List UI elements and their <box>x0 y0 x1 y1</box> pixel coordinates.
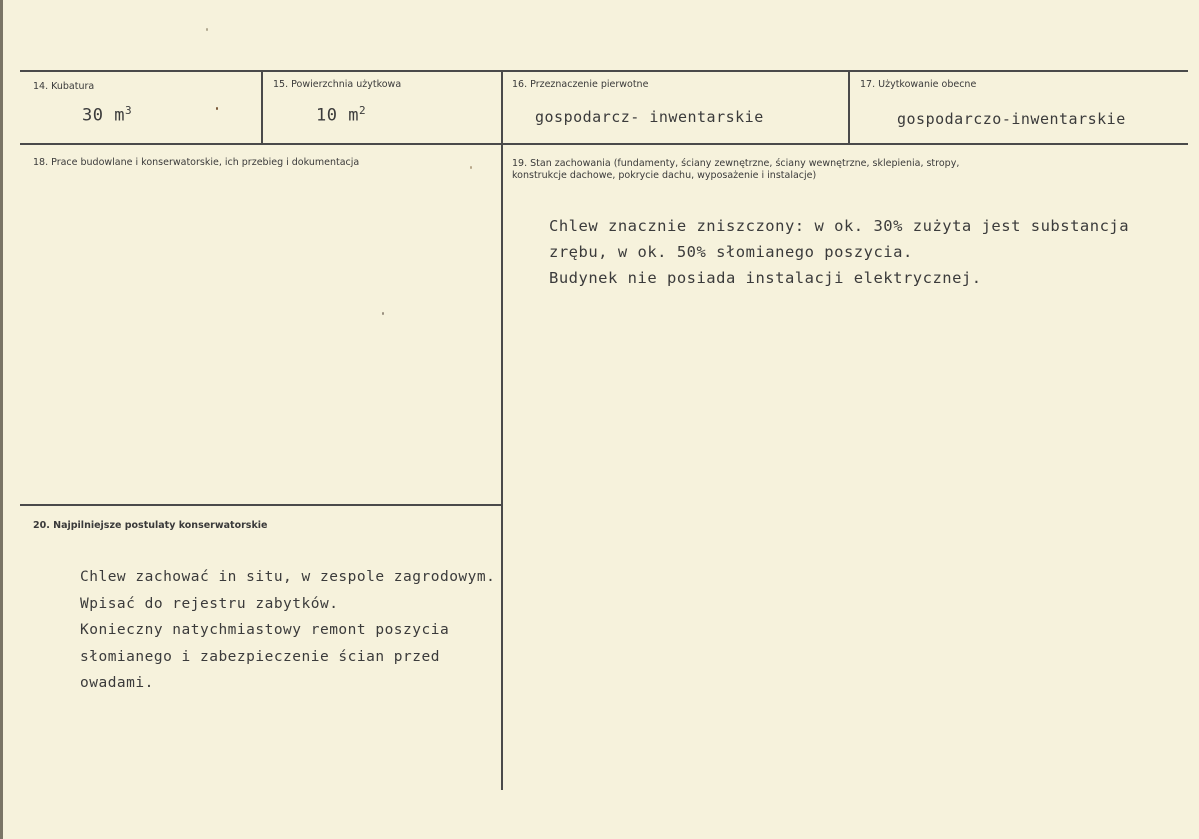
field-20-text-line: Chlew zachować in situ, w zespole zagrodowym. <box>80 569 496 585</box>
card-edge <box>0 0 3 839</box>
field-19-text <box>549 213 1129 291</box>
field-20-text <box>80 564 495 697</box>
field-20-text-line: owadami. <box>80 675 154 691</box>
section-18-bottom-rule <box>20 504 501 506</box>
field-19-text-line: zrębu, w ok. 50% słomianego poszycia. <box>549 243 913 261</box>
field-17-value: gospodarczo-inwentarskie <box>897 110 1126 128</box>
field-20-text-line: Konieczny natychmiastowy remont poszycia <box>80 622 450 638</box>
field-19-text-line: Chlew znacznie zniszczony: w ok. 30% zużyta jest substancja <box>549 217 1130 235</box>
field-17-label: 17. Użytkowanie obecne <box>860 79 977 90</box>
field-19-label-line-1: 19. Stan zachowania (fundamenty, ściany zewnętrzne, ściany wewnętrzne, sklepienia, stropy, <box>512 158 960 169</box>
field-20-text-line: Wpisać do rejestru zabytków. <box>80 595 339 612</box>
divider-14-15 <box>261 70 263 144</box>
field-18-label: 18. Prace budowlane i konserwatorskie, ich przebieg i dokumentacja <box>33 157 360 168</box>
paper-speck <box>206 28 208 31</box>
field-15-value <box>316 104 366 126</box>
field-14-label: 14. Kubatura <box>33 81 95 92</box>
field-16-label: 16. Przeznaczenie pierwotne <box>512 79 649 90</box>
field-19-label-line-2: konstrukcje dachowe, pokrycie dachu, wyposażenie i instalacje) <box>512 170 817 181</box>
paper-speck <box>382 312 384 315</box>
field-14-value-text: 30 m <box>82 105 125 126</box>
center-divider <box>501 70 503 790</box>
top-rule <box>20 70 1188 72</box>
paper-speck <box>470 166 472 169</box>
field-14-value <box>82 104 132 126</box>
divider-16-17 <box>848 70 850 144</box>
field-15-value-text: 10 m <box>316 105 359 126</box>
row1-bottom-rule <box>20 143 1188 145</box>
field-14-value-unit-exponent: 3 <box>124 104 133 117</box>
paper-speck <box>216 107 218 110</box>
field-15-label: 15. Powierzchnia użytkowa <box>273 79 402 90</box>
field-20-label: 20. Najpilniejsze postulaty konserwatorskie <box>33 520 268 531</box>
field-16-value: gospodarcz- inwentarskie <box>535 108 764 126</box>
field-15-value-unit-exponent: 2 <box>358 104 367 117</box>
field-20-text-line: słomianego i zabezpieczenie ścian przed <box>80 648 440 665</box>
field-19-text-line: Budynek nie posiada instalacji elektrycznej. <box>549 269 982 287</box>
